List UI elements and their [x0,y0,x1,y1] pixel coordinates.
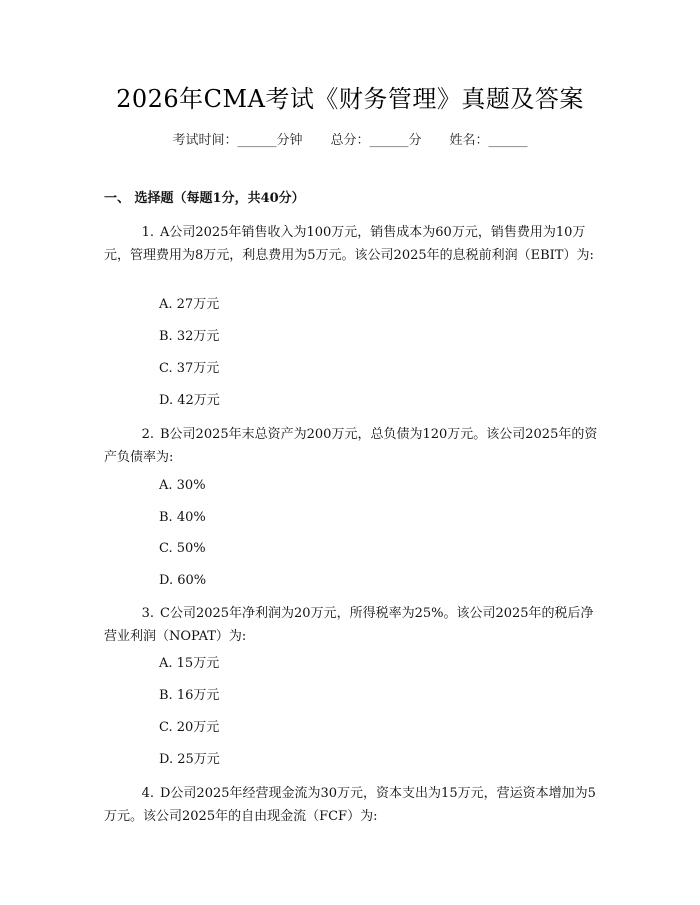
question-4 [104,782,604,828]
question-text: B公司2025年末总资产为200万元，总负债为120万元。该公司2025年的资产负债率为: [104,427,598,465]
question-2-option-d: D. 60% [159,573,207,588]
question-1-option-b: B. 32万元 [159,329,220,344]
page-title: 2026年CMA考试《财务管理》真题及答案 [116,85,584,113]
question-number: 2. [141,427,154,442]
question-text: D公司2025年经营现金流为30万元，资本支出为15万元，营运资本增加为5万元。该公司2025年的自由现金流（FCF）为: [104,786,596,824]
question-number: 3. [141,606,154,621]
question-2 [104,423,604,469]
question-number: 1. [141,225,154,240]
exam-time-field: 考试时间：______分钟 [172,133,303,148]
total-score-field: 总分：______分 [330,133,422,148]
question-text: A公司2025年销售收入为100万元，销售成本为60万元，销售费用为10万元，管理费用为8万元，利息费用为5万元。该公司2025年的息税前利润（EBIT）为: [104,225,594,263]
question-text: C公司2025年净利润为20万元，所得税率为25%。该公司2025年的税后净营业利润（NOPAT）为: [104,606,594,644]
section-heading: 一、 选择题（每题1分，共40分） [104,191,305,206]
question-3-option-a: A. 15万元 [159,656,220,671]
question-1-option-a: A. 27万元 [159,297,220,312]
question-2-option-b: B. 40% [159,510,206,525]
question-1-option-d: D. 42万元 [159,393,220,408]
question-1-option-c: C. 37万元 [159,361,220,376]
question-1 [104,221,604,267]
question-2-option-c: C. 50% [159,541,206,556]
question-3-option-c: C. 20万元 [159,720,220,735]
question-3-option-b: B. 16万元 [159,688,220,703]
question-3 [104,602,604,648]
question-number: 4. [141,786,154,801]
exam-meta [0,131,700,151]
question-3-option-d: D. 25万元 [159,752,220,767]
student-name-field: 姓名：______ [449,133,528,148]
question-2-option-a: A. 30% [159,478,206,493]
